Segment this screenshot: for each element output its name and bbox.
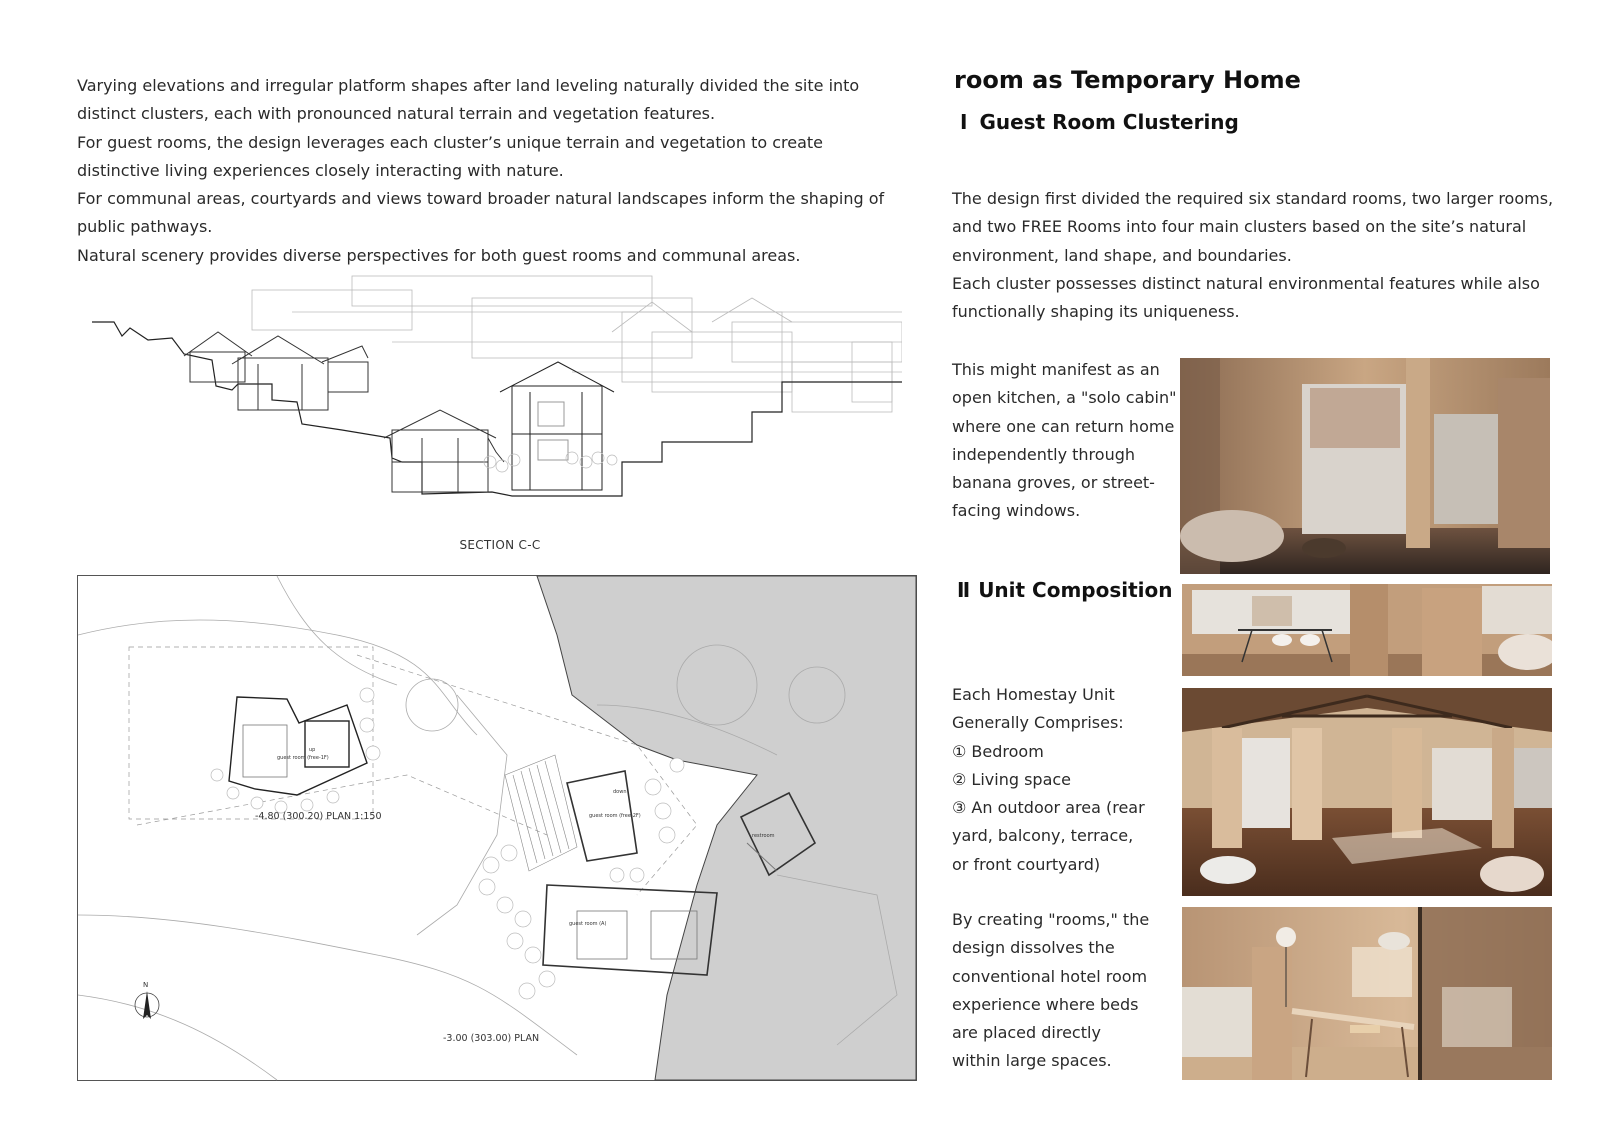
section-caption: SECTION C-C [459, 538, 541, 552]
unit-composition-list [952, 681, 1152, 879]
plan-label-lower: -3.00 (303.00) PLAN [443, 1033, 540, 1044]
unit-list-line: ③ An outdoor area (rear yard, balcony, terrace, or front courtyard) [952, 798, 1145, 874]
rooms-concept-text: By creating "rooms," the design dissolves the conventional hotel room experience where beds are placed directly within large spaces. [952, 910, 1150, 1071]
solo-cabin-text: This might manifest as an open kitchen, a "solo cabin" where one can return home independently through banana groves, or street-facing windows. [952, 360, 1177, 521]
intro-paragraph: Varying elevations and irregular platform shapes after land leveling naturally divided the site into distinct clusters, each with pronounced natural terrain and vegetation features. [77, 76, 860, 124]
page-title: room as Temporary Home [954, 66, 1301, 94]
section-heading-text: Unit Composition [978, 578, 1173, 602]
section-drawing [92, 262, 902, 516]
section-heading-clustering [960, 110, 1239, 134]
site-plan-drawing [77, 575, 917, 1085]
unit-list-line: Each Homestay Unit Generally Comprises: [952, 685, 1124, 733]
intro-paragraph: For guest rooms, the design leverages each cluster’s unique terrain and vegetation to create distinctive living experiences closely interacting with nature. [77, 132, 823, 180]
room-label: guest room (free-1F) [277, 755, 329, 761]
plan-label-upper: -4.80 (300.20) PLAN 1:150 [255, 811, 382, 822]
room-label: guest room (A) [569, 921, 607, 927]
room-label: guest room (free-2F) [589, 813, 641, 819]
intro-text-block [77, 72, 907, 270]
clustering-text-block [952, 185, 1562, 326]
room-label: down [613, 789, 627, 795]
room-label: restroom [752, 833, 775, 839]
intro-paragraph: For communal areas, courtyards and views toward broader natural landscapes inform the shaping of public pathways. [77, 189, 885, 237]
clustering-paragraph: Each cluster possesses distinct natural environmental features while also functionally shaping its uniqueness. [952, 273, 1540, 322]
unit-list-line: ① Bedroom [952, 741, 1044, 761]
section-heading-text: Guest Room Clustering [979, 110, 1239, 134]
clustering-paragraph: The design first divided the required six standard rooms, two larger rooms, and two FREE Rooms into four main clusters based on the site’s natural environment, land shape, and boundaries. [952, 189, 1554, 265]
section-number: Ⅰ [960, 110, 968, 134]
unit-list-line: ② Living space [952, 769, 1072, 789]
section-heading-composition [957, 578, 1173, 602]
section-number: Ⅱ [957, 578, 971, 602]
room-label: up [309, 747, 316, 753]
intro-paragraph: Natural scenery provides diverse perspectives for both guest rooms and communal areas. [77, 245, 801, 265]
north-mark: N [143, 981, 149, 989]
render-image-living-room [1180, 358, 1550, 574]
render-image-bedroom [1182, 907, 1552, 1080]
render-image-dining-strip [1182, 584, 1552, 676]
render-image-roof-interior [1182, 688, 1552, 896]
